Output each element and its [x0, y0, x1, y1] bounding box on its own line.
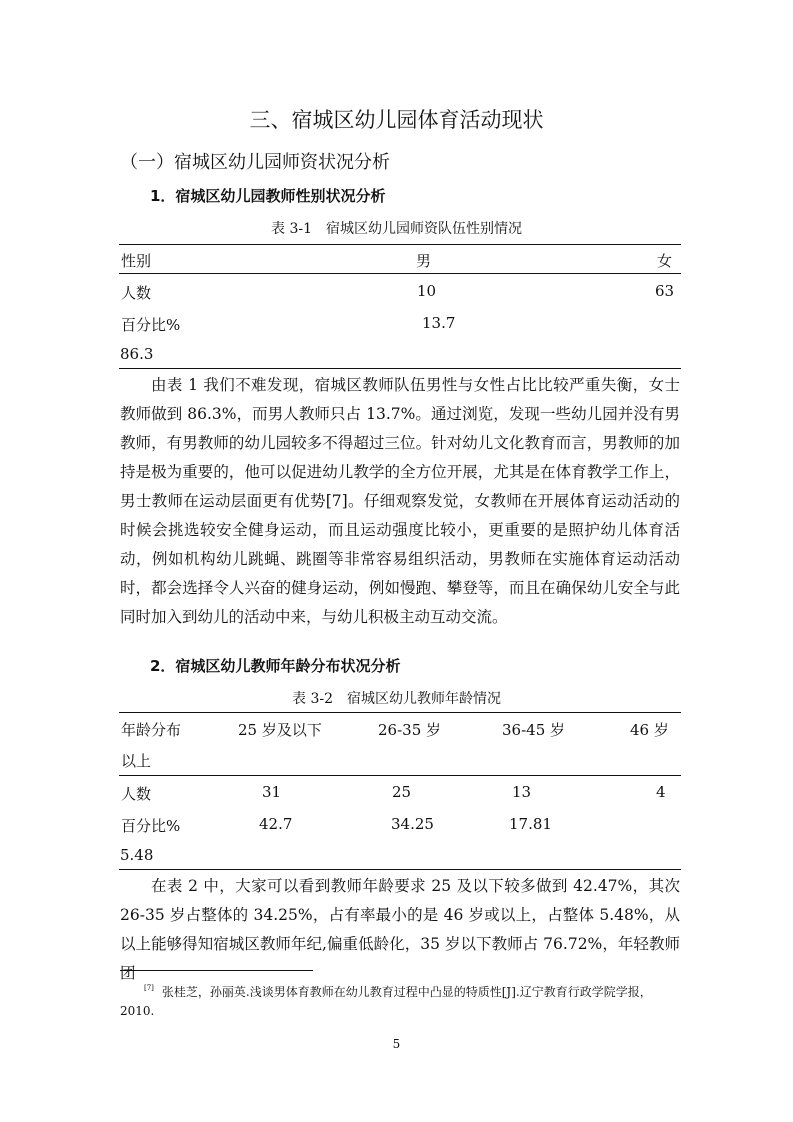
page-number: 5	[392, 1037, 401, 1051]
subsection-heading-gender: 1．宿城区幼儿园教师性别状况分析	[150, 187, 386, 205]
table2-count-label: 人数	[121, 785, 152, 803]
footnote-rule	[120, 970, 313, 971]
table2-header-col4: 46 岁	[630, 721, 669, 739]
table2-header-col2: 26-35 岁	[378, 721, 442, 739]
table1-bottom-rule	[119, 368, 681, 369]
table1-caption: 表 3-1 宿城区幼儿园师资队伍性别情况	[271, 221, 522, 237]
table2-pct-col2: 34.25	[391, 815, 434, 833]
footnote-year: 2010.	[120, 1004, 155, 1018]
table2-pct-col1: 42.7	[259, 815, 293, 833]
table1-header-female: 女	[657, 252, 673, 270]
paragraph-gender-analysis: 由表 1 我们不难发现，宿城区教师队伍男性与女性占比比较严重失衡，女士教师做到 86.3%，而男人教师只占 13.7%。通过浏览，发现一些幼儿园并没有男教师，有男教师的幼儿园较多不得超过三位。针对幼儿文化教育而言，男教师的加持是极为重要的，他可以促进幼儿教学的全方位开展，尤其是在体育教学工作上，男士教师在运动层面更有优势[7]。仔细观察发觉，女教师在开展体育运动活动的时候会挑选较安全健身运动，而且运动强度比较小，更重要的是照护幼儿体育活动，例如机构幼儿跳蝇、跳圈等非常容易组织活动，男教师在实施体育运动活动时，都会选择令人兴奋的健身运动，例如慢跑、攀登等，而且在确保幼儿安全与此同时加入到幼儿的活动中来，与幼儿积极主动互动交流。	[120, 376, 680, 626]
table2-header-col1: 25 岁及以下	[238, 721, 322, 739]
paragraph-age-analysis: 在表 2 中，大家可以看到教师年龄要求 25 及以下较多做到 42.47%，其次 26-35 岁占整体的 34.25%，占有率最小的是 46 岁或以上，占整体 5.48%，从以上能够得知宿城区教师年纪,偏重低龄化，35 岁以下教师占 76.72%，年轻教师团	[120, 877, 680, 982]
table2-pct-col3: 17.81	[509, 815, 552, 833]
table2-header-col3: 36-45 岁	[502, 721, 566, 739]
table1-count-male: 10	[417, 282, 437, 300]
table2-bottom-rule	[119, 869, 681, 870]
table2-count-col3: 13	[512, 783, 532, 801]
table2-pct-label: 百分比%	[121, 817, 181, 835]
table2-pct-col4: 5.48	[120, 846, 154, 864]
table1-pct-female: 86.3	[120, 345, 154, 363]
table2-count-col4: 4	[656, 783, 666, 801]
table2-count-col2: 25	[392, 783, 412, 801]
table2-header-rule	[119, 775, 681, 776]
table1-count-female: 63	[655, 282, 675, 300]
footnote-text: 张桂芝，孙丽英.浅谈男体育教师在幼儿教育过程中凸显的特质性[J].辽宁教育行政学院学报，	[161, 985, 652, 999]
table1-pct-male: 13.7	[422, 314, 456, 332]
table2-top-rule	[119, 712, 681, 713]
page-title: 三、宿城区幼儿园体育活动现状	[249, 108, 544, 132]
section-heading: （一）宿城区幼儿园师资状况分析	[120, 152, 390, 173]
table1-header-male: 男	[416, 252, 432, 270]
table2-header-label: 年龄分布	[121, 721, 182, 739]
table1-top-rule	[119, 244, 681, 245]
table1-count-label: 人数	[121, 284, 152, 302]
subsection-heading-age: 2．宿城区幼儿教师年龄分布状况分析	[150, 657, 401, 675]
table2-header-wrap: 以上	[121, 752, 152, 770]
table1-header-label: 性别	[121, 252, 152, 270]
table2-count-col1: 31	[262, 783, 282, 801]
footnote-marker: [7]	[144, 984, 154, 992]
table1-header-rule	[119, 273, 681, 274]
table2-caption: 表 3-2 宿城区幼儿教师年龄情况	[292, 691, 501, 707]
table1-pct-label: 百分比%	[121, 316, 181, 334]
